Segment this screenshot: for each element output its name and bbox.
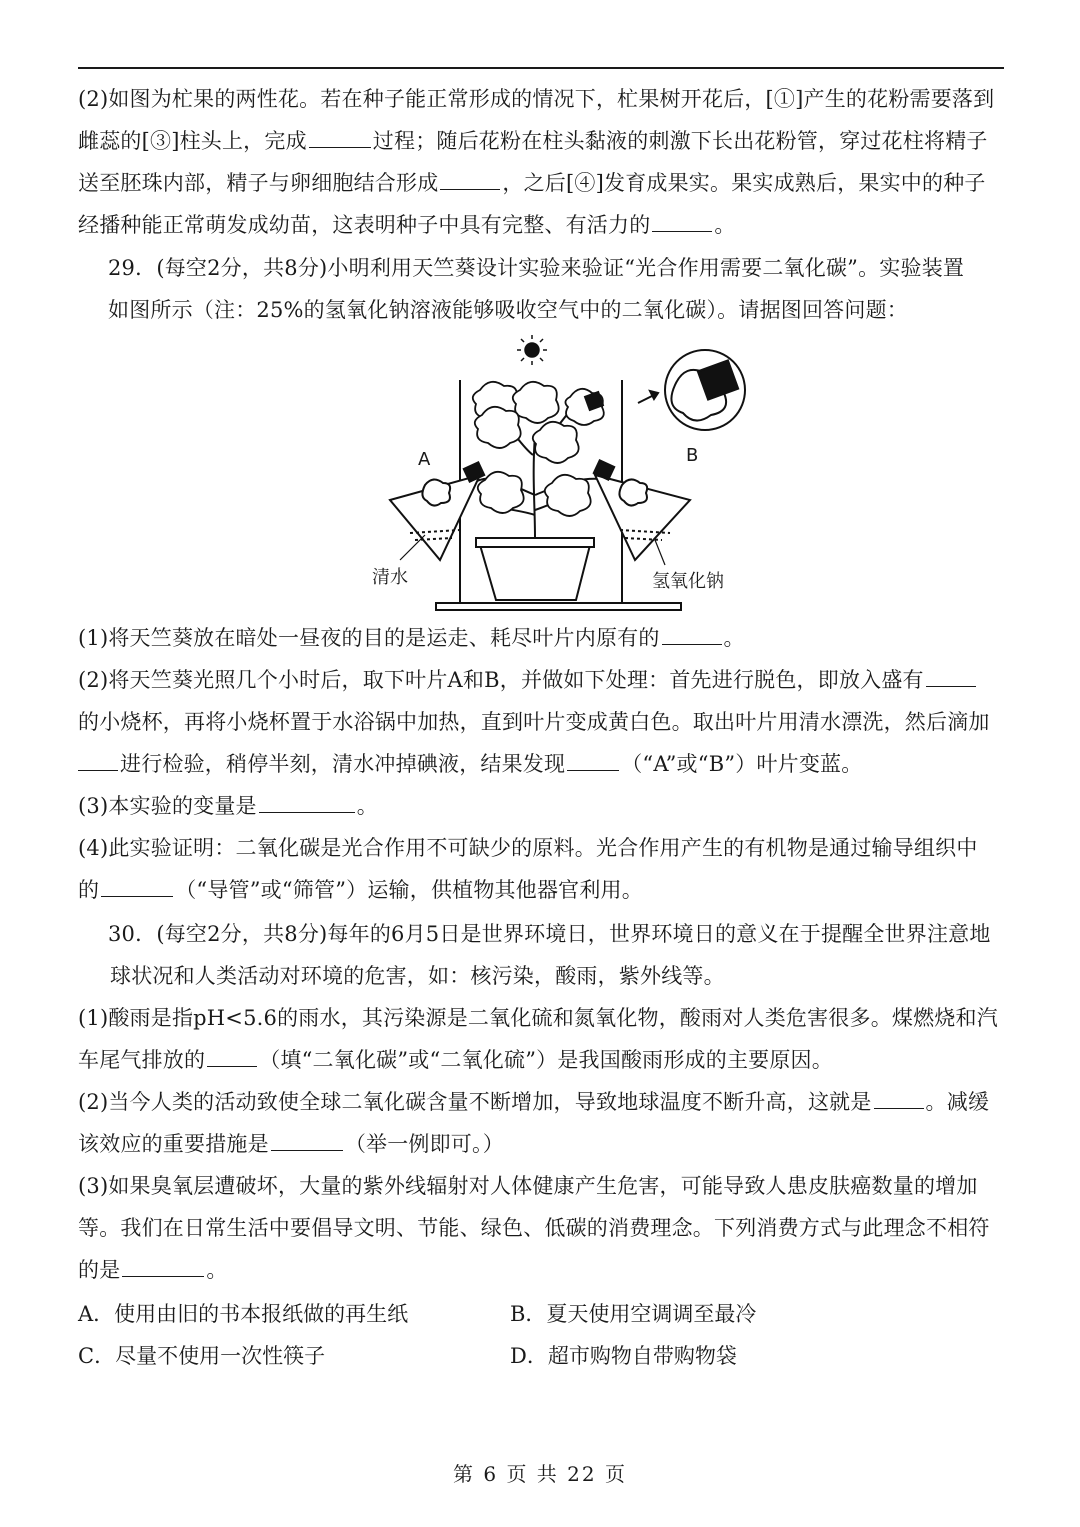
label-b: B <box>686 445 699 466</box>
flask-b <box>594 460 690 560</box>
pointer-water <box>400 535 425 560</box>
answer-blank[interactable] <box>271 1130 343 1151</box>
option-b[interactable]: B．夏天使用空调调至最冷 <box>510 1302 757 1326</box>
q28-part2 <box>78 78 1008 246</box>
label-water: 清水 <box>372 567 408 588</box>
flask-a <box>390 462 484 560</box>
q28-line4: 经播种能正常萌发成幼苗，这表明种子中具有完整、有活力的 。 <box>78 213 736 237</box>
q29-p4-line2: 的 （“导管”或“筛管”）运输，供植物其他器官利用。 <box>78 878 643 902</box>
q28-line2: 雌蕊的[③]柱头上，完成 过程；随后花粉在柱头黏液的刺激下长出花粉管，穿过花柱将精子 <box>78 129 988 153</box>
q29-p2-line2: 的小烧杯，再将小烧杯置于水浴锅中加热，直到叶片变成黄白色。取出叶片用清水漂洗，然后滴加 <box>78 710 990 734</box>
q29-intro <box>78 247 1008 331</box>
label-naoh: 氢氧化钠 <box>652 571 724 592</box>
q30-options <box>78 1293 1008 1377</box>
q29-p2-line1: (2)将天竺葵光照几个小时后，取下叶片A和B，并做如下处理：首先进行脱色，即放入盛有 <box>78 659 1008 701</box>
options-row-1 <box>78 1293 1008 1335</box>
answer-blank[interactable] <box>662 624 722 645</box>
top-rule <box>78 67 1004 69</box>
q30 <box>78 913 1008 1291</box>
answer-blank[interactable] <box>259 792 355 813</box>
answer-blank[interactable] <box>122 1256 204 1277</box>
answer-blank[interactable] <box>207 1046 257 1067</box>
q30-p1-line1: (1)酸雨是指pH<5.6的雨水，其污染源是二氧化硫和氮氧化物，酸雨对人类危害很多。煤燃烧和汽 <box>78 1006 998 1030</box>
magnified-leaf <box>638 350 745 430</box>
sun-icon <box>517 335 547 365</box>
q29-p3: (3)本实验的变量是 。 <box>78 794 378 818</box>
q28-line3: 送至胚珠内部，精子与卵细胞结合形成 ，之后[④]发育成果实。果实成熟后，果实中的种子 <box>78 171 986 195</box>
q29-p4-line1: (4)此实验证明：二氧化碳是光合作用不可缺少的原料。光合作用产生的有机物是通过输导组织中 <box>78 836 978 860</box>
answer-blank[interactable] <box>652 211 712 232</box>
q28-line1: (2)如图为杧果的两性花。若在种子能正常形成的情况下，杧果树开花后，[①]产生的花粉需要落到 <box>78 87 995 111</box>
answer-blank[interactable] <box>309 127 371 148</box>
q29-questions <box>78 617 1008 911</box>
q30-p3-line2: 等。我们在日常生活中要倡导文明、节能、绿色、低碳的消费理念。下列消费方式与此理念不相符 <box>78 1216 990 1240</box>
option-d[interactable]: D．超市购物自带购物袋 <box>510 1344 737 1368</box>
pointer-naoh <box>655 540 665 565</box>
page-number: 第 6 页 共 22 页 <box>453 1462 627 1486</box>
options-row-2 <box>78 1335 1008 1377</box>
option-a[interactable]: A．使用由旧的书本报纸做的再生纸 <box>78 1302 409 1326</box>
answer-blank[interactable] <box>567 750 619 771</box>
q30-intro-line1: 30．(每空2分，共8分)每年的6月5日是世界环境日，世界环境日的意义在于提醒全世界注意地 <box>108 922 991 946</box>
flower-pot <box>476 538 594 600</box>
q30-p1-line2: 车尾气排放的 （填“二氧化碳”或“二氧化硫”）是我国酸雨形成的主要原因。 <box>78 1048 833 1072</box>
answer-blank[interactable] <box>926 666 976 687</box>
q30-p3-line3: 的是 。 <box>78 1258 228 1282</box>
experiment-figure <box>370 335 770 615</box>
answer-blank[interactable] <box>874 1088 924 1109</box>
label-a: A <box>418 449 431 470</box>
answer-blank[interactable] <box>101 876 173 897</box>
q30-intro-line2: 球状况和人类活动对环境的危害，如：核污染，酸雨，紫外线等。 <box>110 964 725 988</box>
q30-p2-line2: 该效应的重要措施是 （举一例即可。） <box>78 1132 504 1156</box>
q29-intro-line1: 29．(每空2分，共8分)小明利用天竺葵设计实验来验证“光合作用需要二氧化碳”。实验装置 <box>108 256 965 280</box>
q29-intro-line2: 如图所示（注：25%的氢氧化钠溶液能够吸收空气中的二氧化碳）。请据图回答问题： <box>108 298 908 322</box>
q30-p2-line1: (2)当今人类的活动致使全球二氧化碳含量不断增加，导致地球温度不断升高，这就是 。减缓 <box>78 1090 990 1114</box>
q29-p2-line3: 进行检验，稍停半刻，清水冲掉碘液，结果发现 （“A”或“B”）叶片变蓝。 <box>78 743 1008 785</box>
leaves <box>473 382 604 516</box>
answer-blank[interactable] <box>78 750 118 771</box>
option-c[interactable]: C．尽量不使用一次性筷子 <box>78 1344 326 1368</box>
q30-p3-line1: (3)如果臭氧层遭破坏，大量的紫外线辐射对人体健康产生危害，可能导致人患皮肤癌数量的增加 <box>78 1174 978 1198</box>
answer-blank[interactable] <box>440 169 500 190</box>
q29-p1: (1)将天竺葵放在暗处一昼夜的目的是运走、耗尽叶片内原有的 。 <box>78 626 745 650</box>
